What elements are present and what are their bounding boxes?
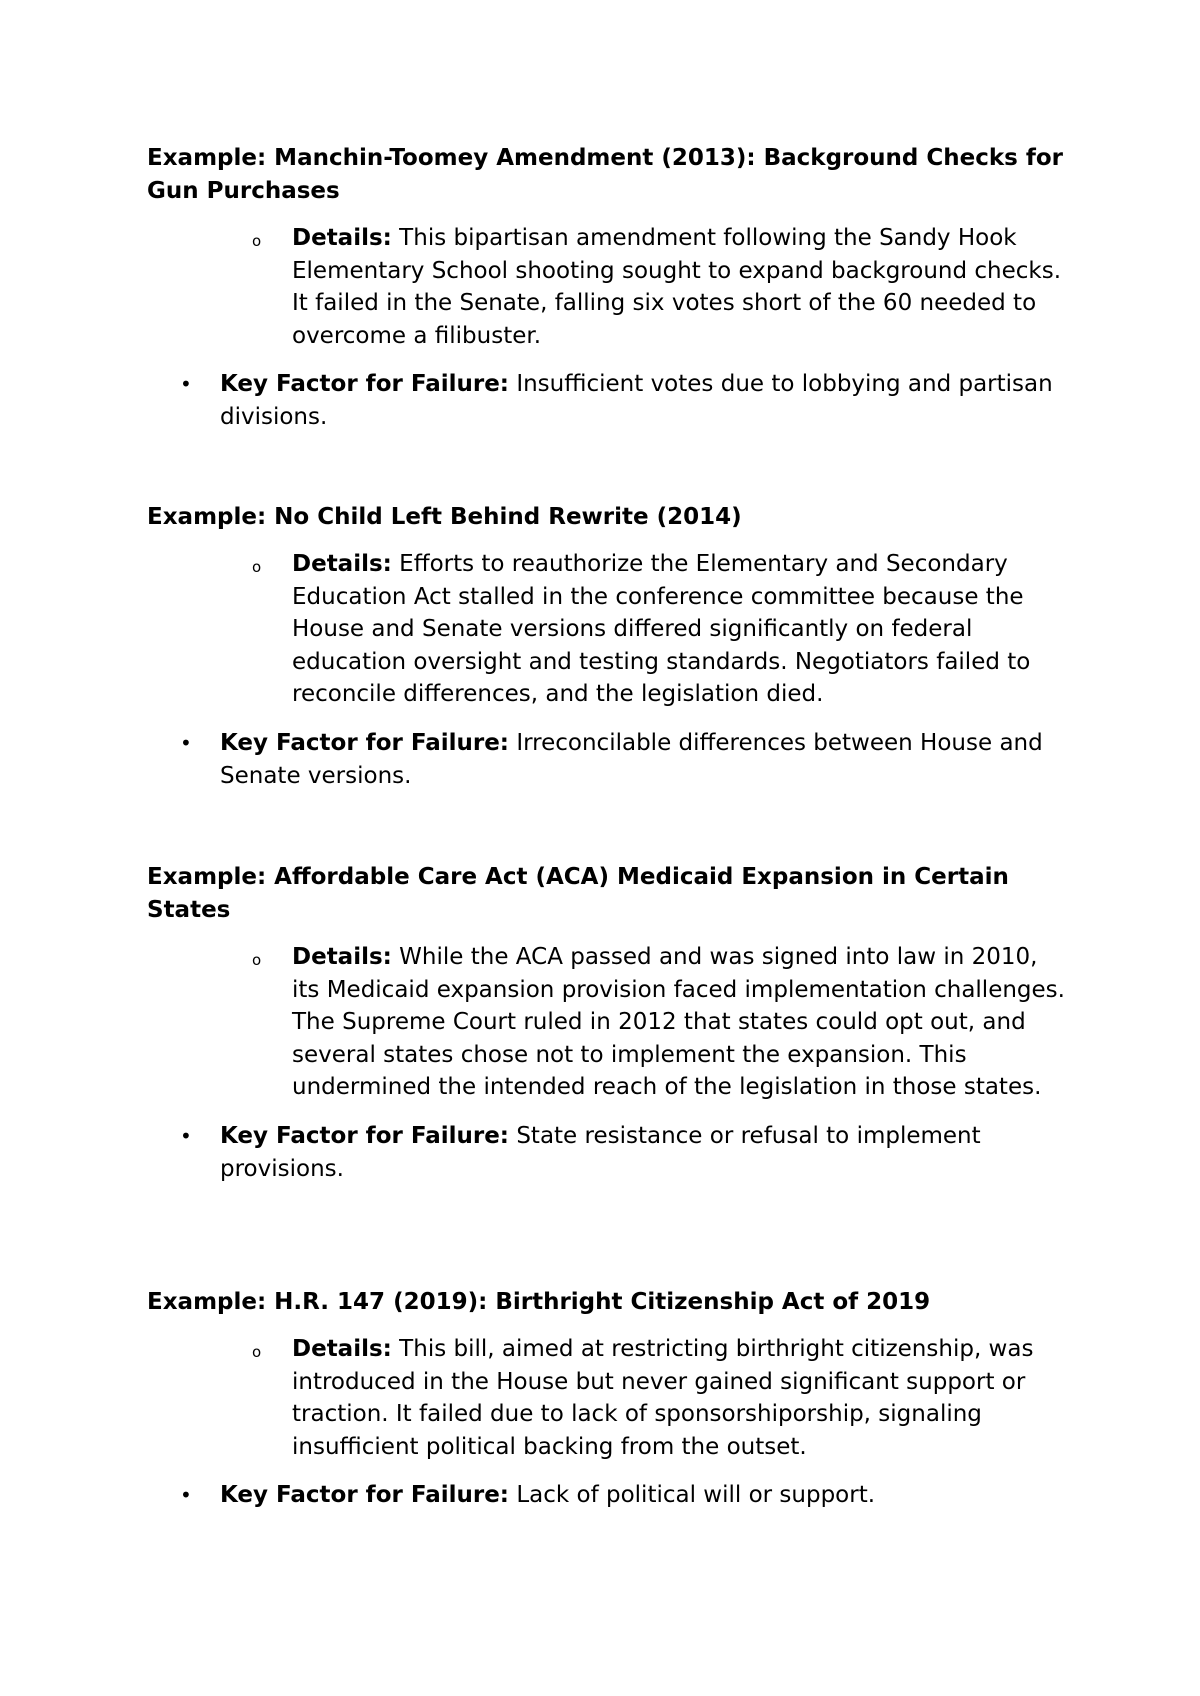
bullet-icon: • (180, 1483, 192, 1508)
details-item (252, 222, 1067, 352)
example-heading: Example: No Child Left Behind Rewrite (2014) (147, 504, 742, 530)
details-label: Details: (292, 1336, 392, 1362)
example-section (147, 501, 1067, 792)
key-factor-text: Irreconcilable differences between House and Senate versions. (220, 729, 1043, 789)
key-factor-item (180, 1120, 1070, 1185)
circle-marker-icon: o (252, 232, 262, 250)
details-item (252, 941, 1067, 1104)
key-factor-label: Key Factor for Failure: (220, 729, 510, 756)
details-text: While the ACA passed and was signed into law in 2010, its Medicaid expansion provision faced implementation challenges. The Supreme Court ruled in 2012 that states could opt out, and several states chose not to implement the expansion. This undermined the intended reach of the legislation in those states. (292, 944, 1065, 1101)
example-section (147, 1286, 1067, 1512)
key-factor-item (180, 368, 1070, 433)
example-heading: Example: Manchin-Toomey Amendment (2013): Background Checks for Gun Purchases (147, 145, 1064, 204)
circle-marker-icon: o (252, 1343, 262, 1361)
details-label: Details: (292, 944, 392, 970)
details-text: This bill, aimed at restricting birthright citizenship, was introduced in the House but never gained significant support or traction. It failed due to lack of sponsorshiporship, signaling insufficient political backing from the outset. (292, 1336, 1034, 1460)
circle-marker-icon: o (252, 951, 262, 969)
bullet-icon: • (180, 372, 192, 397)
details-text: Efforts to reauthorize the Elementary and Secondary Education Act stalled in the conference committee because the House and Senate versions differed significantly on federal education oversight and testing standards. Negotiators failed to reconcile differences, and the legislation died. (292, 551, 1031, 708)
key-factor-item (180, 1479, 1070, 1512)
example-section (147, 861, 1067, 1185)
key-factor-label: Key Factor for Failure: (220, 1482, 510, 1509)
key-factor-item (180, 727, 1070, 792)
key-factor-label: Key Factor for Failure: (220, 1122, 510, 1149)
example-heading: Example: Affordable Care Act (ACA) Medicaid Expansion in Certain States (147, 864, 1009, 923)
details-item (252, 548, 1067, 711)
details-text: This bipartisan amendment following the Sandy Hook Elementary School shooting sought to expand background checks. It failed in the Senate, falling six votes short of the 60 needed to overcome a filibuster. (292, 225, 1062, 349)
bullet-icon: • (180, 730, 192, 755)
circle-marker-icon: o (252, 558, 262, 576)
details-item (252, 1333, 1067, 1463)
key-factor-text: State resistance or refusal to implement provisions. (220, 1122, 981, 1182)
bullet-icon: • (180, 1123, 192, 1148)
key-factor-text: Lack of political will or support. (509, 1482, 876, 1509)
details-label: Details: (292, 225, 392, 251)
details-label: Details: (292, 551, 392, 577)
key-factor-label: Key Factor for Failure: (220, 371, 510, 398)
example-section (147, 142, 1067, 434)
example-heading: Example: H.R. 147 (2019): Birthright Citizenship Act of 2019 (147, 1289, 931, 1315)
key-factor-text: Insufficient votes due to lobbying and partisan divisions. (220, 371, 1053, 430)
